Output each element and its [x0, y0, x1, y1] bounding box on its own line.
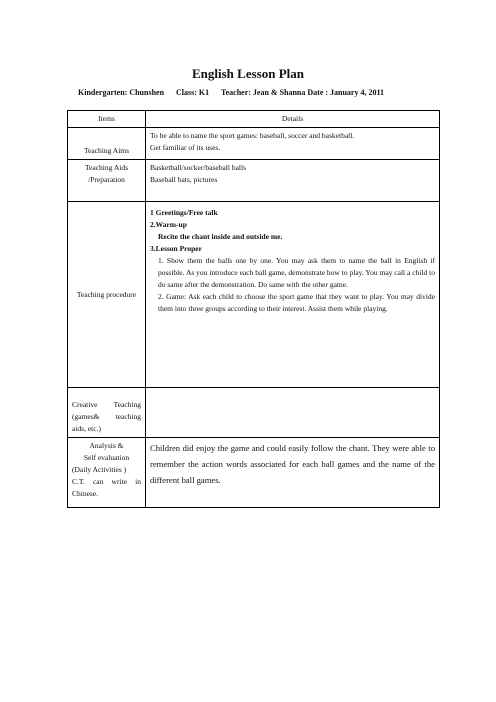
- procedure-step-2-detail: Recite the chant inside and outside me.: [158, 232, 283, 241]
- teaching-aims-details: [146, 128, 440, 160]
- aims-line-1: To be able to name the sport games: baseball, soccer and basketball.: [150, 131, 355, 140]
- items-header: Items: [68, 111, 146, 128]
- details-header: Details: [146, 111, 440, 128]
- procedure-step-3-1: 1. Show them the balls one by one. You may ask them to name the ball in English if possible. As you introduce each ball game, demonstrate how to play. You may call a child to do same after the demonstration. Do same with the other game.: [158, 256, 435, 289]
- teaching-aids-details: [146, 160, 440, 202]
- analysis-label-3: (Daily Activities ): [72, 465, 127, 474]
- procedure-step-3-2: 2. Game: Ask each child to choose the sport game that they want to play. You may divide them into three groups according to their interest. Assist them while playing.: [158, 292, 435, 313]
- kindergarten-label: Kindergarten: Chunshen: [78, 88, 165, 97]
- procedure-step-3: 3.Lesson Proper: [150, 244, 202, 253]
- page-title: English Lesson Plan: [192, 66, 304, 81]
- aids-label-2: /Preparation: [88, 175, 125, 184]
- aims-line-2: Get familiar of its uses.: [150, 143, 221, 152]
- analysis-label: [68, 438, 146, 508]
- analysis-details: Children did enjoy the game and could easily follow the chant. They were able to remember the action words associated for each ball games and the name of the different ball games.: [146, 438, 440, 508]
- teacher-date-label: Teacher: Jean & Shanna Date : January 4, 2011: [221, 88, 385, 97]
- analysis-row: [68, 438, 440, 508]
- teaching-procedure-row: [68, 202, 440, 388]
- analysis-label-2: Self evaluation: [83, 453, 130, 462]
- creative-teaching-row: [68, 388, 440, 438]
- class-label: Class: K1: [176, 88, 210, 97]
- aids-label-1: Teaching Aids: [84, 163, 128, 172]
- creative-teaching-label: Creative Teaching (games& teaching aids, etc.): [68, 388, 146, 438]
- teaching-aims-row: [68, 128, 440, 160]
- creative-teaching-details: [146, 388, 440, 438]
- procedure-step-2: 2.Warm-up: [150, 220, 187, 229]
- procedure-step-1: 1 Greetings/Free talk: [150, 208, 218, 217]
- teaching-procedure-label: Teaching procedure: [68, 202, 146, 388]
- analysis-label-1: Analysis &: [89, 441, 124, 450]
- teaching-aids-row: [68, 160, 440, 202]
- aids-line-1: Basketball/socker/baseball balls: [150, 163, 247, 172]
- analysis-label-4: C.T. can write in Chinese.: [72, 477, 141, 498]
- teaching-aids-label: [68, 160, 146, 202]
- table-header-row: [68, 111, 440, 128]
- lesson-header: [78, 88, 394, 97]
- aids-line-2: Baseball bats, pictures: [150, 175, 218, 184]
- lesson-plan-table: [67, 110, 440, 508]
- teaching-procedure-details: [146, 202, 440, 388]
- teaching-aims-label: Teaching Aims: [68, 128, 146, 160]
